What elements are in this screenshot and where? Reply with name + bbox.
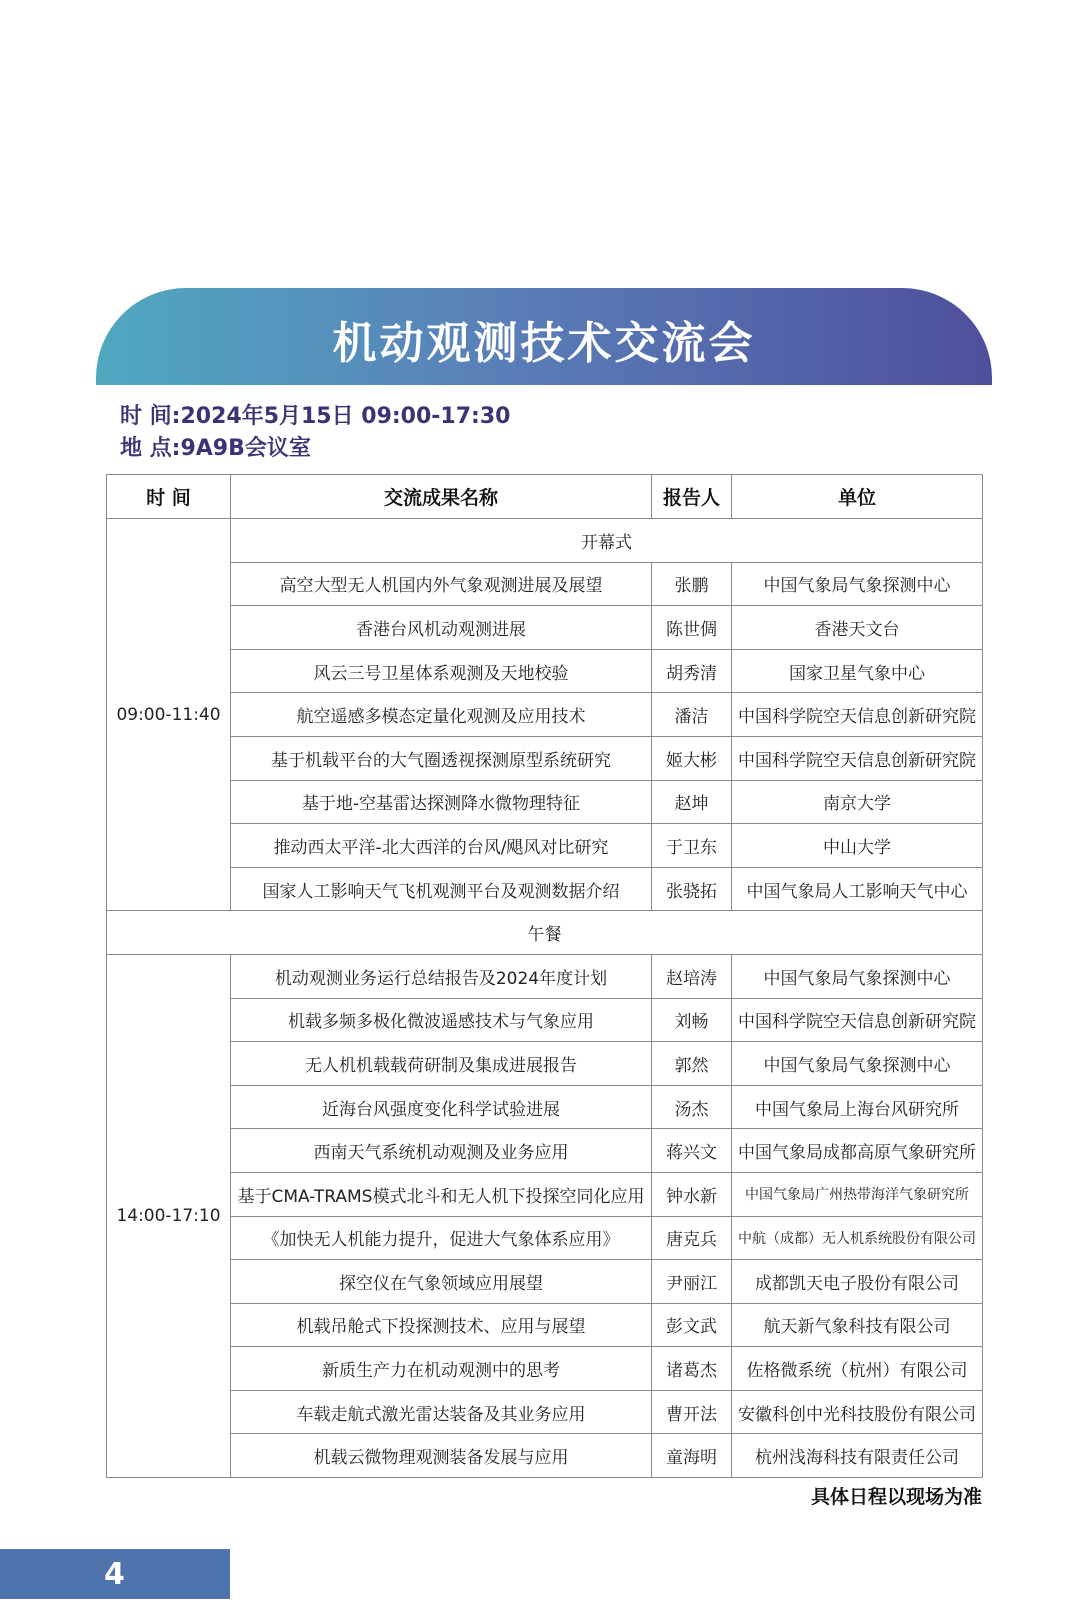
talk-speaker: 尹丽江	[652, 1260, 732, 1304]
talk-org: 杭州浅海科技有限责任公司	[732, 1434, 983, 1478]
section-opening: 开幕式	[231, 519, 983, 563]
page-title: 机动观测技术交流会	[332, 317, 756, 369]
section-row	[107, 519, 983, 563]
table-row	[107, 1390, 983, 1434]
talk-org: 中国科学院空天信息创新研究院	[732, 998, 983, 1042]
talk-title: 航空遥感多模态定量化观测及应用技术	[231, 693, 652, 737]
talk-title: 西南天气系统机动观测及业务应用	[231, 1129, 652, 1173]
talk-org: 南京大学	[732, 780, 983, 824]
table-row	[107, 1085, 983, 1129]
talk-speaker: 钟水新	[652, 1172, 732, 1216]
talk-org: 中山大学	[732, 824, 983, 868]
header-speaker: 报告人	[652, 475, 732, 519]
talk-org: 中国气象局气象探测中心	[732, 562, 983, 606]
table-row	[107, 693, 983, 737]
talk-speaker: 于卫东	[652, 824, 732, 868]
talk-speaker: 赵培涛	[652, 954, 732, 998]
talk-org: 国家卫星气象中心	[732, 649, 983, 693]
schedule-table	[106, 474, 983, 1478]
table-row	[107, 824, 983, 868]
table-row	[107, 954, 983, 998]
talk-title: 基于地-空基雷达探测降水微物理特征	[231, 780, 652, 824]
talk-speaker: 唐克兵	[652, 1216, 732, 1260]
morning-time-cell: 09:00-11:40	[107, 519, 231, 911]
table-row	[107, 780, 983, 824]
talk-speaker: 郭然	[652, 1042, 732, 1086]
header-time: 时 间	[107, 475, 231, 519]
afternoon-time-cell: 14:00-17:10	[107, 954, 231, 1477]
talk-speaker: 童海明	[652, 1434, 732, 1478]
talk-speaker: 刘畅	[652, 998, 732, 1042]
event-time: 时 间:2024年5月15日 09:00-17:30	[120, 404, 511, 429]
lunch-row	[107, 911, 983, 955]
talk-speaker: 蒋兴文	[652, 1129, 732, 1173]
table-row	[107, 1260, 983, 1304]
talk-speaker: 陈世倜	[652, 606, 732, 650]
talk-title: 无人机机载载荷研制及集成进展报告	[231, 1042, 652, 1086]
talk-title: 机载吊舱式下投探测技术、应用与展望	[231, 1303, 652, 1347]
talk-org: 航天新气象科技有限公司	[732, 1303, 983, 1347]
talk-org: 中国科学院空天信息创新研究院	[732, 693, 983, 737]
table-row	[107, 736, 983, 780]
event-place: 地 点:9A9B会议室	[120, 436, 311, 461]
talk-title: 机载多频多极化微波遥感技术与气象应用	[231, 998, 652, 1042]
talk-speaker: 诸葛杰	[652, 1347, 732, 1391]
talk-org: 中国气象局成都高原气象研究所	[732, 1129, 983, 1173]
talk-title: 车载走航式激光雷达装备及其业务应用	[231, 1390, 652, 1434]
talk-org: 中国气象局气象探测中心	[732, 1042, 983, 1086]
talk-title: 机动观测业务运行总结报告及2024年度计划	[231, 954, 652, 998]
talk-title: 《加快无人机能力提升，促进大气象体系应用》	[231, 1216, 652, 1260]
talk-title: 近海台风强度变化科学试验进展	[231, 1085, 652, 1129]
table-row	[107, 1434, 983, 1478]
table-row	[107, 1129, 983, 1173]
table-header-row	[107, 475, 983, 519]
talk-title: 国家人工影响天气飞机观测平台及观测数据介绍	[231, 867, 652, 911]
talk-title: 推动西太平洋-北大西洋的台风/飓风对比研究	[231, 824, 652, 868]
talk-speaker: 赵坤	[652, 780, 732, 824]
table-row	[107, 867, 983, 911]
talk-speaker: 胡秀清	[652, 649, 732, 693]
talk-speaker: 张骁拓	[652, 867, 732, 911]
talk-org: 中航（成都）无人机系统股份有限公司	[732, 1216, 983, 1260]
table-row	[107, 1216, 983, 1260]
talk-title: 新质生产力在机动观测中的思考	[231, 1347, 652, 1391]
table-row	[107, 606, 983, 650]
table-row	[107, 1172, 983, 1216]
table-row	[107, 649, 983, 693]
talk-speaker: 潘洁	[652, 693, 732, 737]
table-row	[107, 1303, 983, 1347]
table-row	[107, 562, 983, 606]
talk-speaker: 彭文武	[652, 1303, 732, 1347]
schedule-body	[107, 519, 983, 1478]
header-org: 单位	[732, 475, 983, 519]
talk-title: 高空大型无人机国内外气象观测进展及展望	[231, 562, 652, 606]
talk-org: 香港天文台	[732, 606, 983, 650]
talk-org: 佐格微系统（杭州）有限公司	[732, 1347, 983, 1391]
page-number: 4	[104, 1556, 125, 1592]
talk-title: 基于CMA-TRAMS模式北斗和无人机下投探空同化应用	[231, 1172, 652, 1216]
section-lunch: 午餐	[107, 911, 983, 955]
talk-org: 中国气象局气象探测中心	[732, 954, 983, 998]
talk-title: 基于机载平台的大气圈透视探测原型系统研究	[231, 736, 652, 780]
talk-speaker: 姬大彬	[652, 736, 732, 780]
header-title: 交流成果名称	[231, 475, 652, 519]
talk-title: 风云三号卫星体系观测及天地校验	[231, 649, 652, 693]
table-row	[107, 1347, 983, 1391]
page-number-tab	[0, 1549, 230, 1599]
talk-org: 中国科学院空天信息创新研究院	[732, 736, 983, 780]
talk-title: 机载云微物理观测装备发展与应用	[231, 1434, 652, 1478]
talk-org: 中国气象局上海台风研究所	[732, 1085, 983, 1129]
talk-org: 中国气象局人工影响天气中心	[732, 867, 983, 911]
talk-org: 中国气象局广州热带海洋气象研究所	[732, 1172, 983, 1216]
title-banner	[96, 288, 992, 385]
talk-title: 探空仪在气象领域应用展望	[231, 1260, 652, 1304]
table-row	[107, 1042, 983, 1086]
schedule-note: 具体日程以现场为准	[810, 1486, 982, 1508]
talk-title: 香港台风机动观测进展	[231, 606, 652, 650]
talk-speaker: 汤杰	[652, 1085, 732, 1129]
talk-org: 成都凯天电子股份有限公司	[732, 1260, 983, 1304]
table-row	[107, 998, 983, 1042]
talk-speaker: 张鹏	[652, 562, 732, 606]
talk-speaker: 曹开法	[652, 1390, 732, 1434]
talk-org: 安徽科创中光科技股份有限公司	[732, 1390, 983, 1434]
